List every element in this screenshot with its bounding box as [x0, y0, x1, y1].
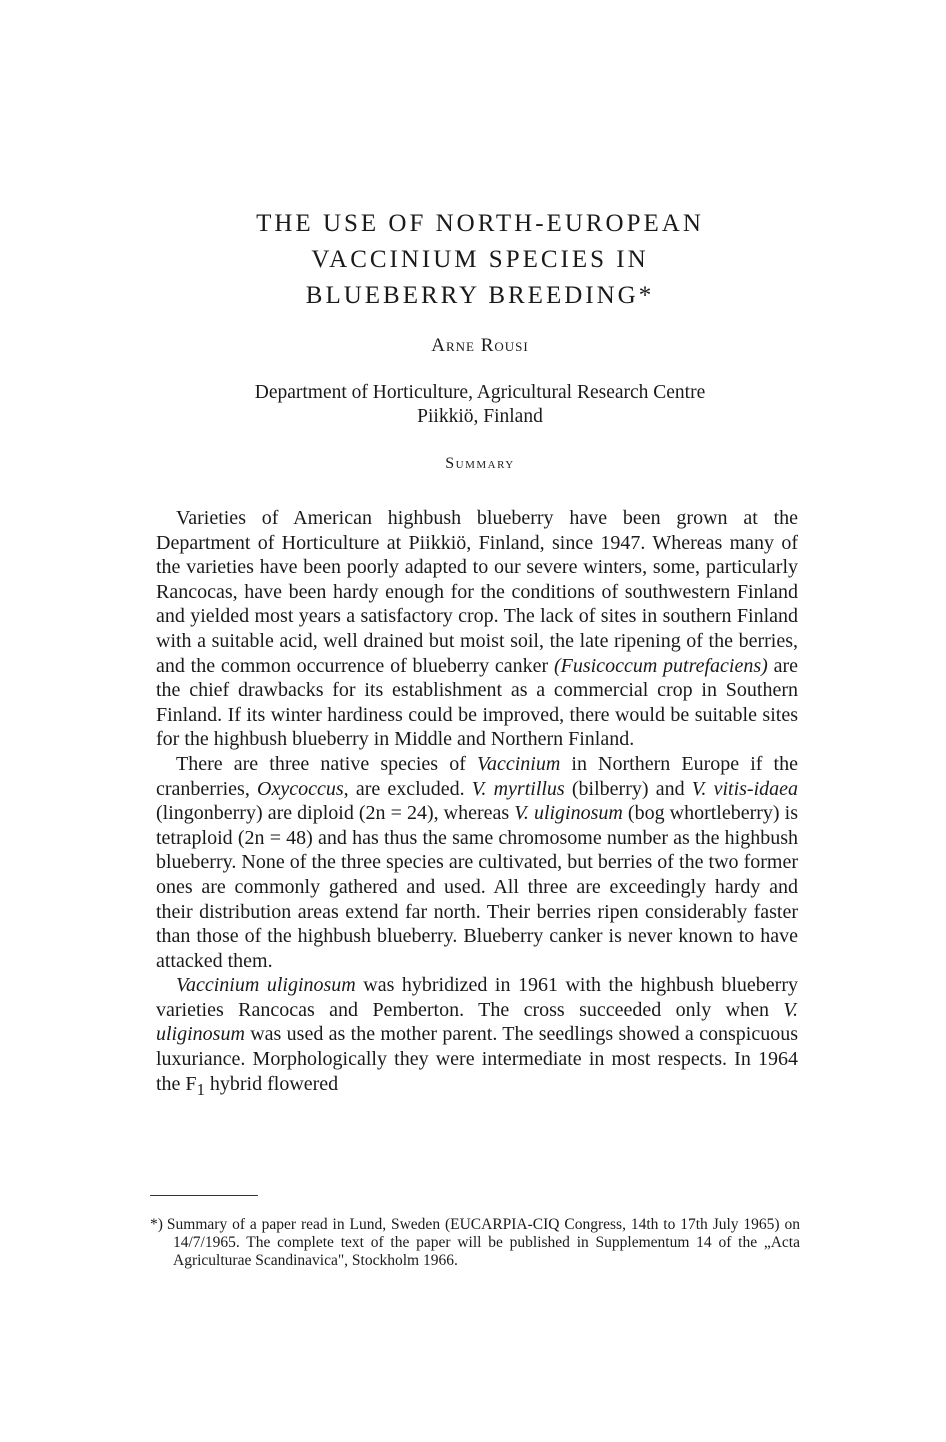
italic-segment: Vaccinium: [476, 752, 561, 775]
italic-segment: V. uliginosum: [156, 998, 798, 1046]
author-name: Arne Rousi: [431, 335, 529, 356]
italic-segment: V. myrtillus: [471, 777, 565, 800]
summary-paragraph: [156, 752, 798, 973]
italic-segment: V. uliginosum: [514, 802, 623, 825]
summary-paragraph: [156, 973, 798, 1102]
italic-segment: Vaccinium uliginosum: [176, 974, 356, 997]
footnote: [150, 1216, 800, 1271]
footnote-mark: *): [150, 1216, 163, 1233]
text-segment: was hybridized in 1961 with the highbush blueberry varieties Rancocas and Pemberton. The cross succeeded only when: [156, 974, 798, 1021]
summary-body: [156, 506, 798, 1102]
text-segment: There are three native species of: [176, 752, 477, 775]
text-segment: (lingonberry) are diploid (2n = 24), whereas: [156, 802, 515, 825]
title-line: BLUEBERRY BREEDING*: [305, 282, 655, 309]
summary-paragraph: [156, 506, 798, 752]
title-line: VACCINIUM SPECIES IN: [311, 246, 649, 273]
text-segment: was used as the mother parent. The seedlings showed a conspicuous luxuriance. Morphologically they were intermediate in most respects. In 1964 the F: [156, 1023, 798, 1095]
italic-segment: (Fusicoccum putrefaciens): [553, 654, 768, 677]
summary-heading: Summary: [445, 455, 515, 472]
text-segment: , are excluded.: [343, 777, 472, 800]
text-segment: (bilberry) and: [564, 777, 692, 800]
affiliation-line: Piikkiö, Finland: [417, 406, 543, 427]
affiliation: [150, 381, 810, 429]
footnote-text: Summary of a paper read in Lund, Sweden (EUCARPIA-CIQ Congress, 14th to 17th July 1965) on 14/7/1965. The complete text of the paper will be published in Supplementum 14 of the „Acta Agriculturae Scandinavica", Stockholm 1966.: [166, 1216, 800, 1270]
text-segment: hybrid flowered: [204, 1072, 339, 1095]
paper-title: [150, 206, 810, 314]
text-segment: are the chief drawbacks for its establishment as a commercial crop in Southern Finland. If its winter hardiness could be improved, there would be suitable sites for the highbush blueberry in Middle and Northern Finland.: [156, 654, 798, 751]
footnote-divider: [150, 1195, 258, 1196]
italic-segment: Oxycoccus: [257, 777, 344, 800]
text-segment: in Northern Europe if the cranberries,: [156, 752, 798, 800]
affiliation-line: Department of Horticulture, Agricultural Research Centre: [254, 382, 706, 403]
italic-segment: V. vitis-idaea: [691, 777, 799, 800]
text-segment: (bog whortleberry) is tetraploid (2n = 48) and has thus the same chromosome number as the highbush blueberry. None of the three species are cultivated, but berries of the two former ones are commonly gathered and used. All three are exceedingly hardy and their distribution areas extend far north. Their berries ripen considerably faster than those of the highbush blueberry. Blueberry canker is never known to have attacked them.: [156, 802, 798, 972]
subscript-segment: 1: [196, 1079, 205, 1099]
text-segment: Varieties of American highbush blueberry have been grown at the Department of Horticulture at Piikkiö, Finland, since 1947. Whereas many of the varieties have been poorly adapted to our severe winters, some, particularly Rancocas, have been hardy enough for the conditions of southwestern Finland and yielded most years a satisfactory crop. The lack of sites in southern Finland with a suitable acid, well drained but moist soil, the late ripening of the berries, and the common occurrence of blueberry canker: [156, 507, 798, 677]
title-line: THE USE OF NORTH-EUROPEAN: [256, 210, 704, 237]
